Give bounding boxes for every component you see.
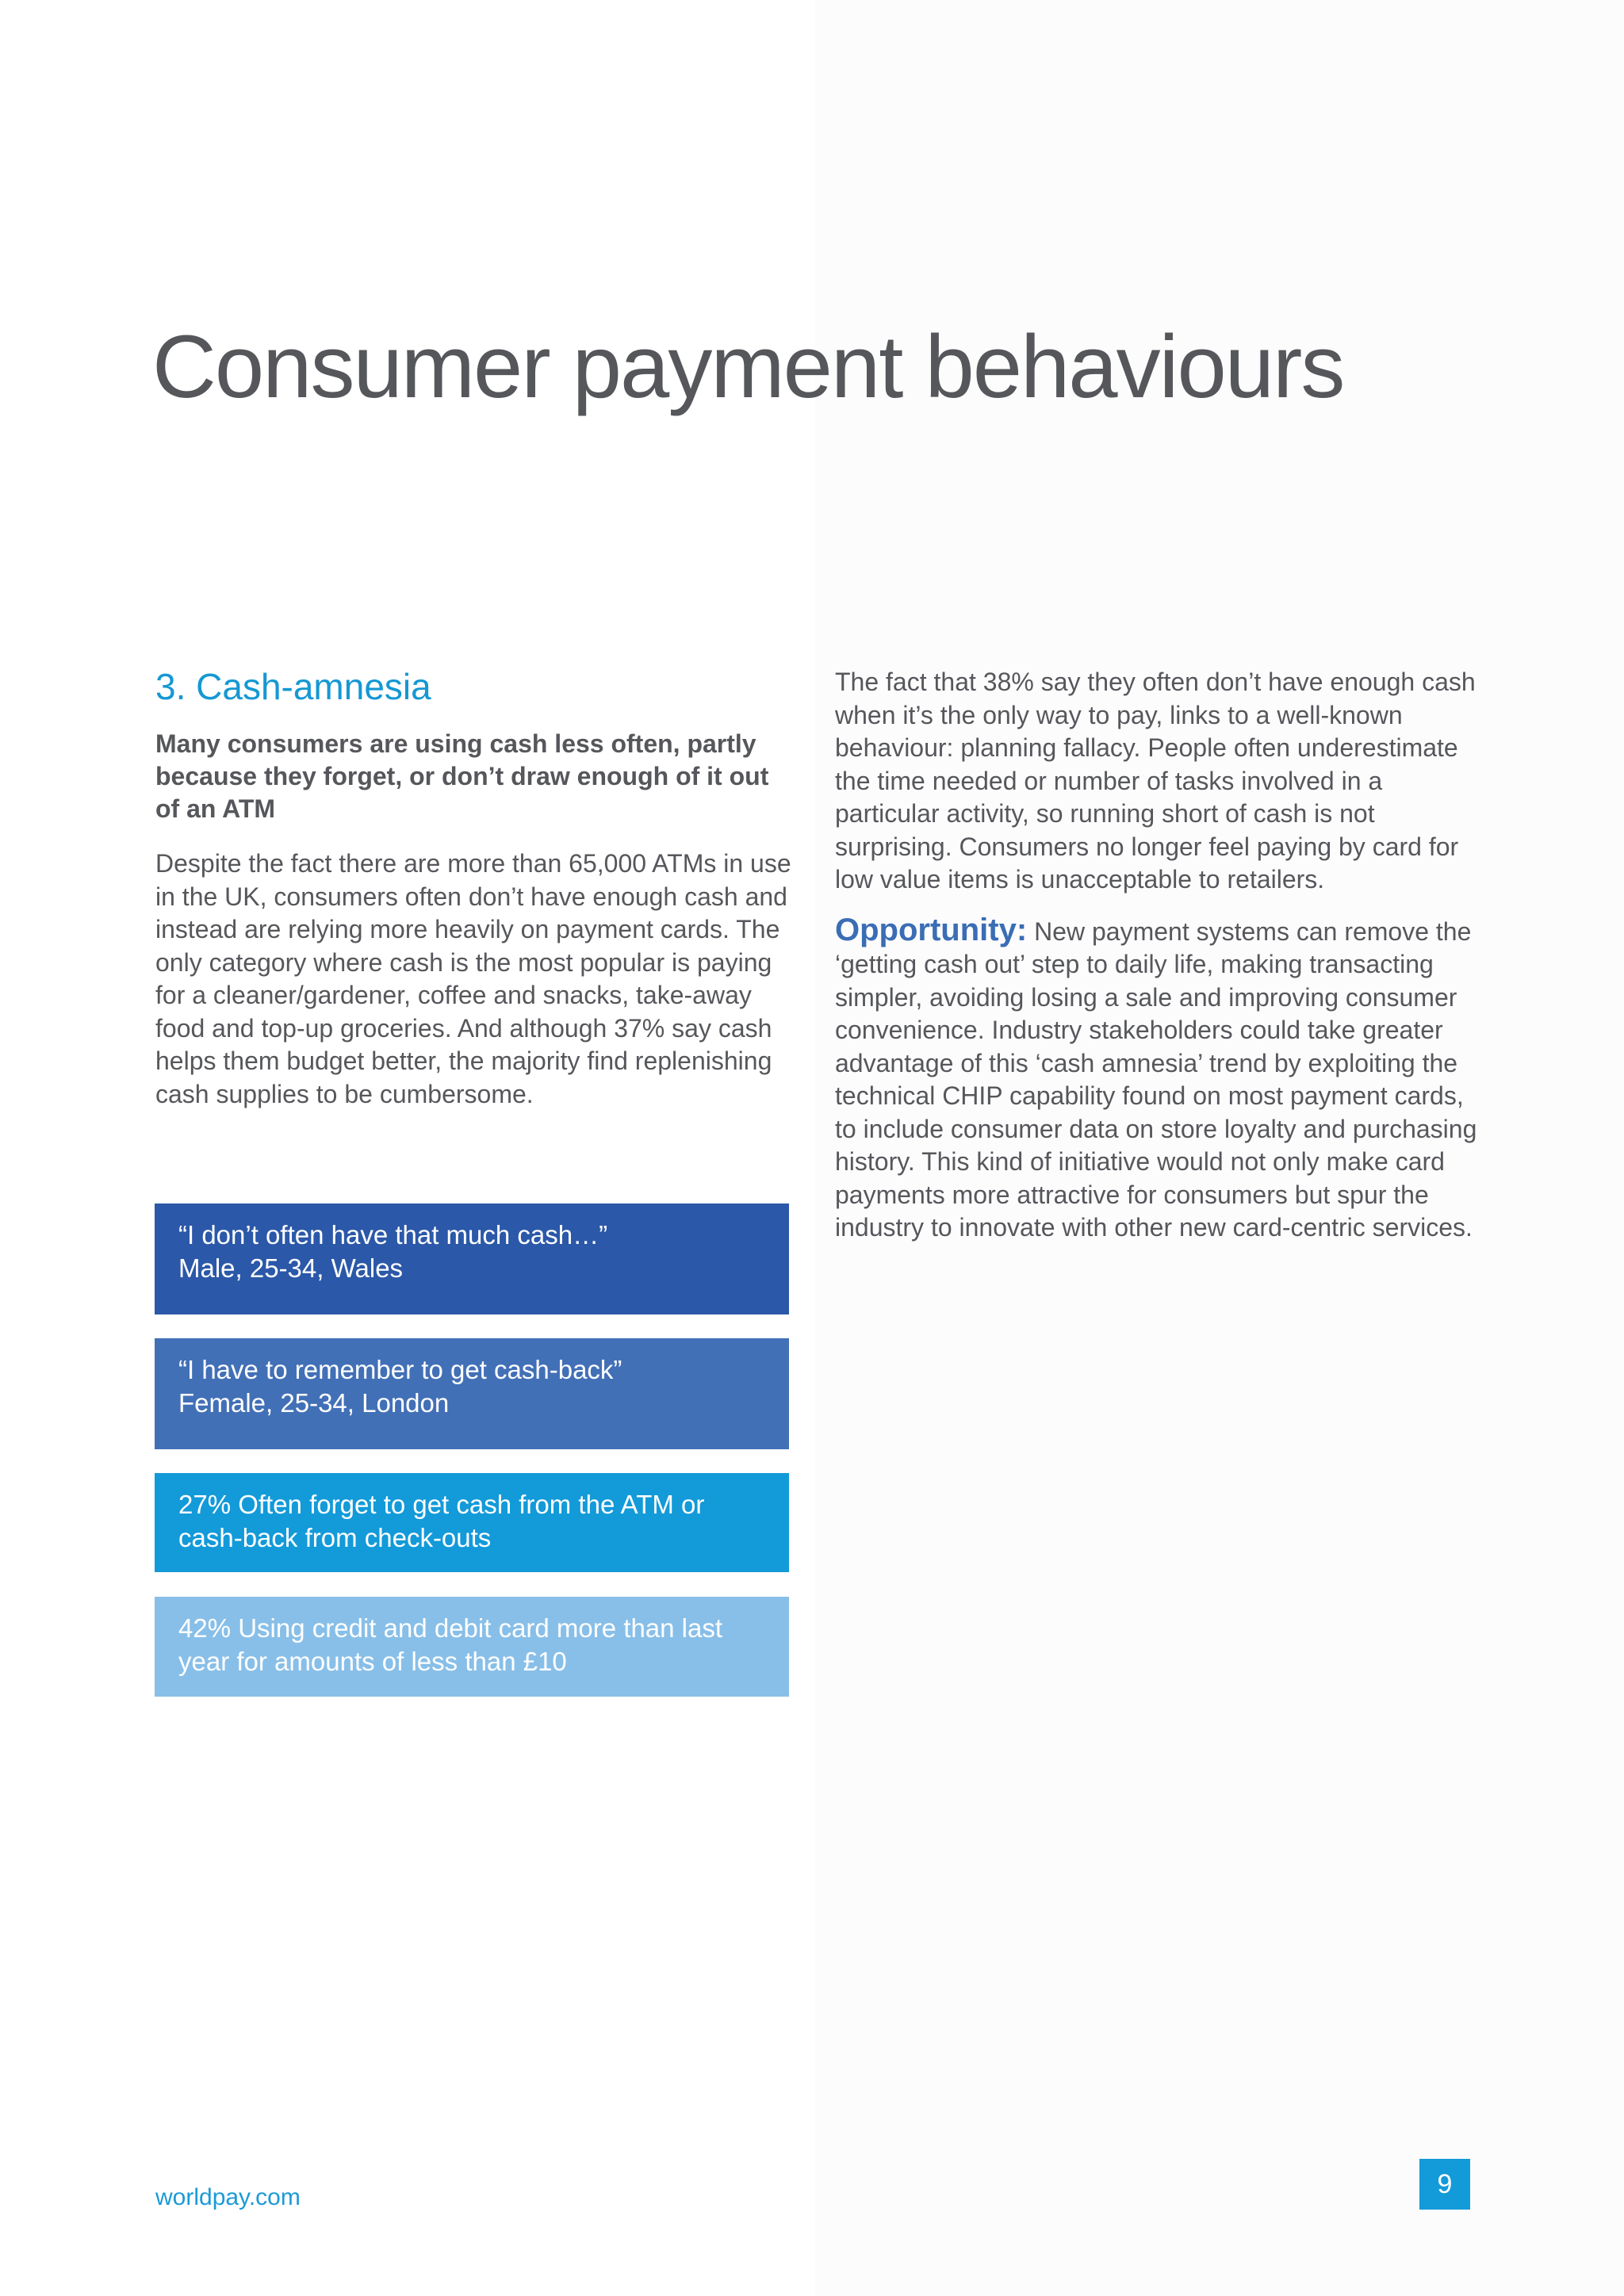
page-title: Consumer payment behaviours [152, 317, 1344, 416]
quote-text: “I have to remember to get cash-back” [178, 1355, 622, 1384]
opportunity-text: New payment systems can remove the ‘getting cash out’ step to daily life, making transacting simpler, avoiding losing a sale and improving consumer convenience. Industry stakeholders could take greater advantage of this ‘cash amnesia’ trend by exploiting the technical CHIP capability found on most payment cards, to include consumer data on store loyalty and purchasing history. This kind of initiative would not only make card payments more attractive for consumers but spur the industry to innovate with other new card-centric services. [835, 916, 1477, 1242]
stat-callout-card-usage [155, 1597, 789, 1697]
footer-website-link[interactable]: worldpay.com [155, 2184, 301, 2210]
page-number-badge: 9 [1419, 2159, 1470, 2210]
quote-callout-london [155, 1338, 789, 1449]
left-column [155, 663, 799, 1111]
stat-text: 42% Using credit and debit card more than last year for amounts of less than £10 [178, 1613, 723, 1676]
opportunity-paragraph [835, 914, 1477, 1245]
stat-callout-forget-cash [155, 1473, 789, 1572]
planning-fallacy-paragraph: The fact that 38% say they often don’t have enough cash when it’s the only way to pay, links to a well-known behaviour: planning fallacy. People often underestimate the time needed or number of tasks involved in a particular activity, so running short of cash is not surprising. Consumers no longer feel paying by card for low value items is unacceptable to retailers. [835, 668, 1476, 894]
opportunity-label: Opportunity: [835, 912, 1028, 947]
section-heading: 3. Cash-amnesia [155, 666, 431, 707]
quote-text: “I don’t often have that much cash…” [178, 1220, 608, 1249]
section-body: Despite the fact there are more than 65,000 ATMs in use in the UK, consumers often don’t have enough cash and instead are relying more heavily on payment cards. The only category where cash is the most popular is paying for a cleaner/gardener, coffee and snacks, take-away food and top-up groceries. And although 37% say cash helps them budget better, the majority find replenishing cash supplies to be cumbersome. [155, 849, 791, 1108]
right-column [835, 666, 1477, 1245]
stat-text: 27% Often forget to get cash from the ATM or cash-back from check-outs [178, 1490, 705, 1552]
quote-attribution: Female, 25-34, London [178, 1387, 450, 1418]
quote-attribution: Male, 25-34, Wales [178, 1253, 404, 1283]
section-lead: Many consumers are using cash less often, partly because they forget, or don’t draw enough of it out of an ATM [155, 729, 769, 823]
quote-callout-wales [155, 1203, 789, 1314]
